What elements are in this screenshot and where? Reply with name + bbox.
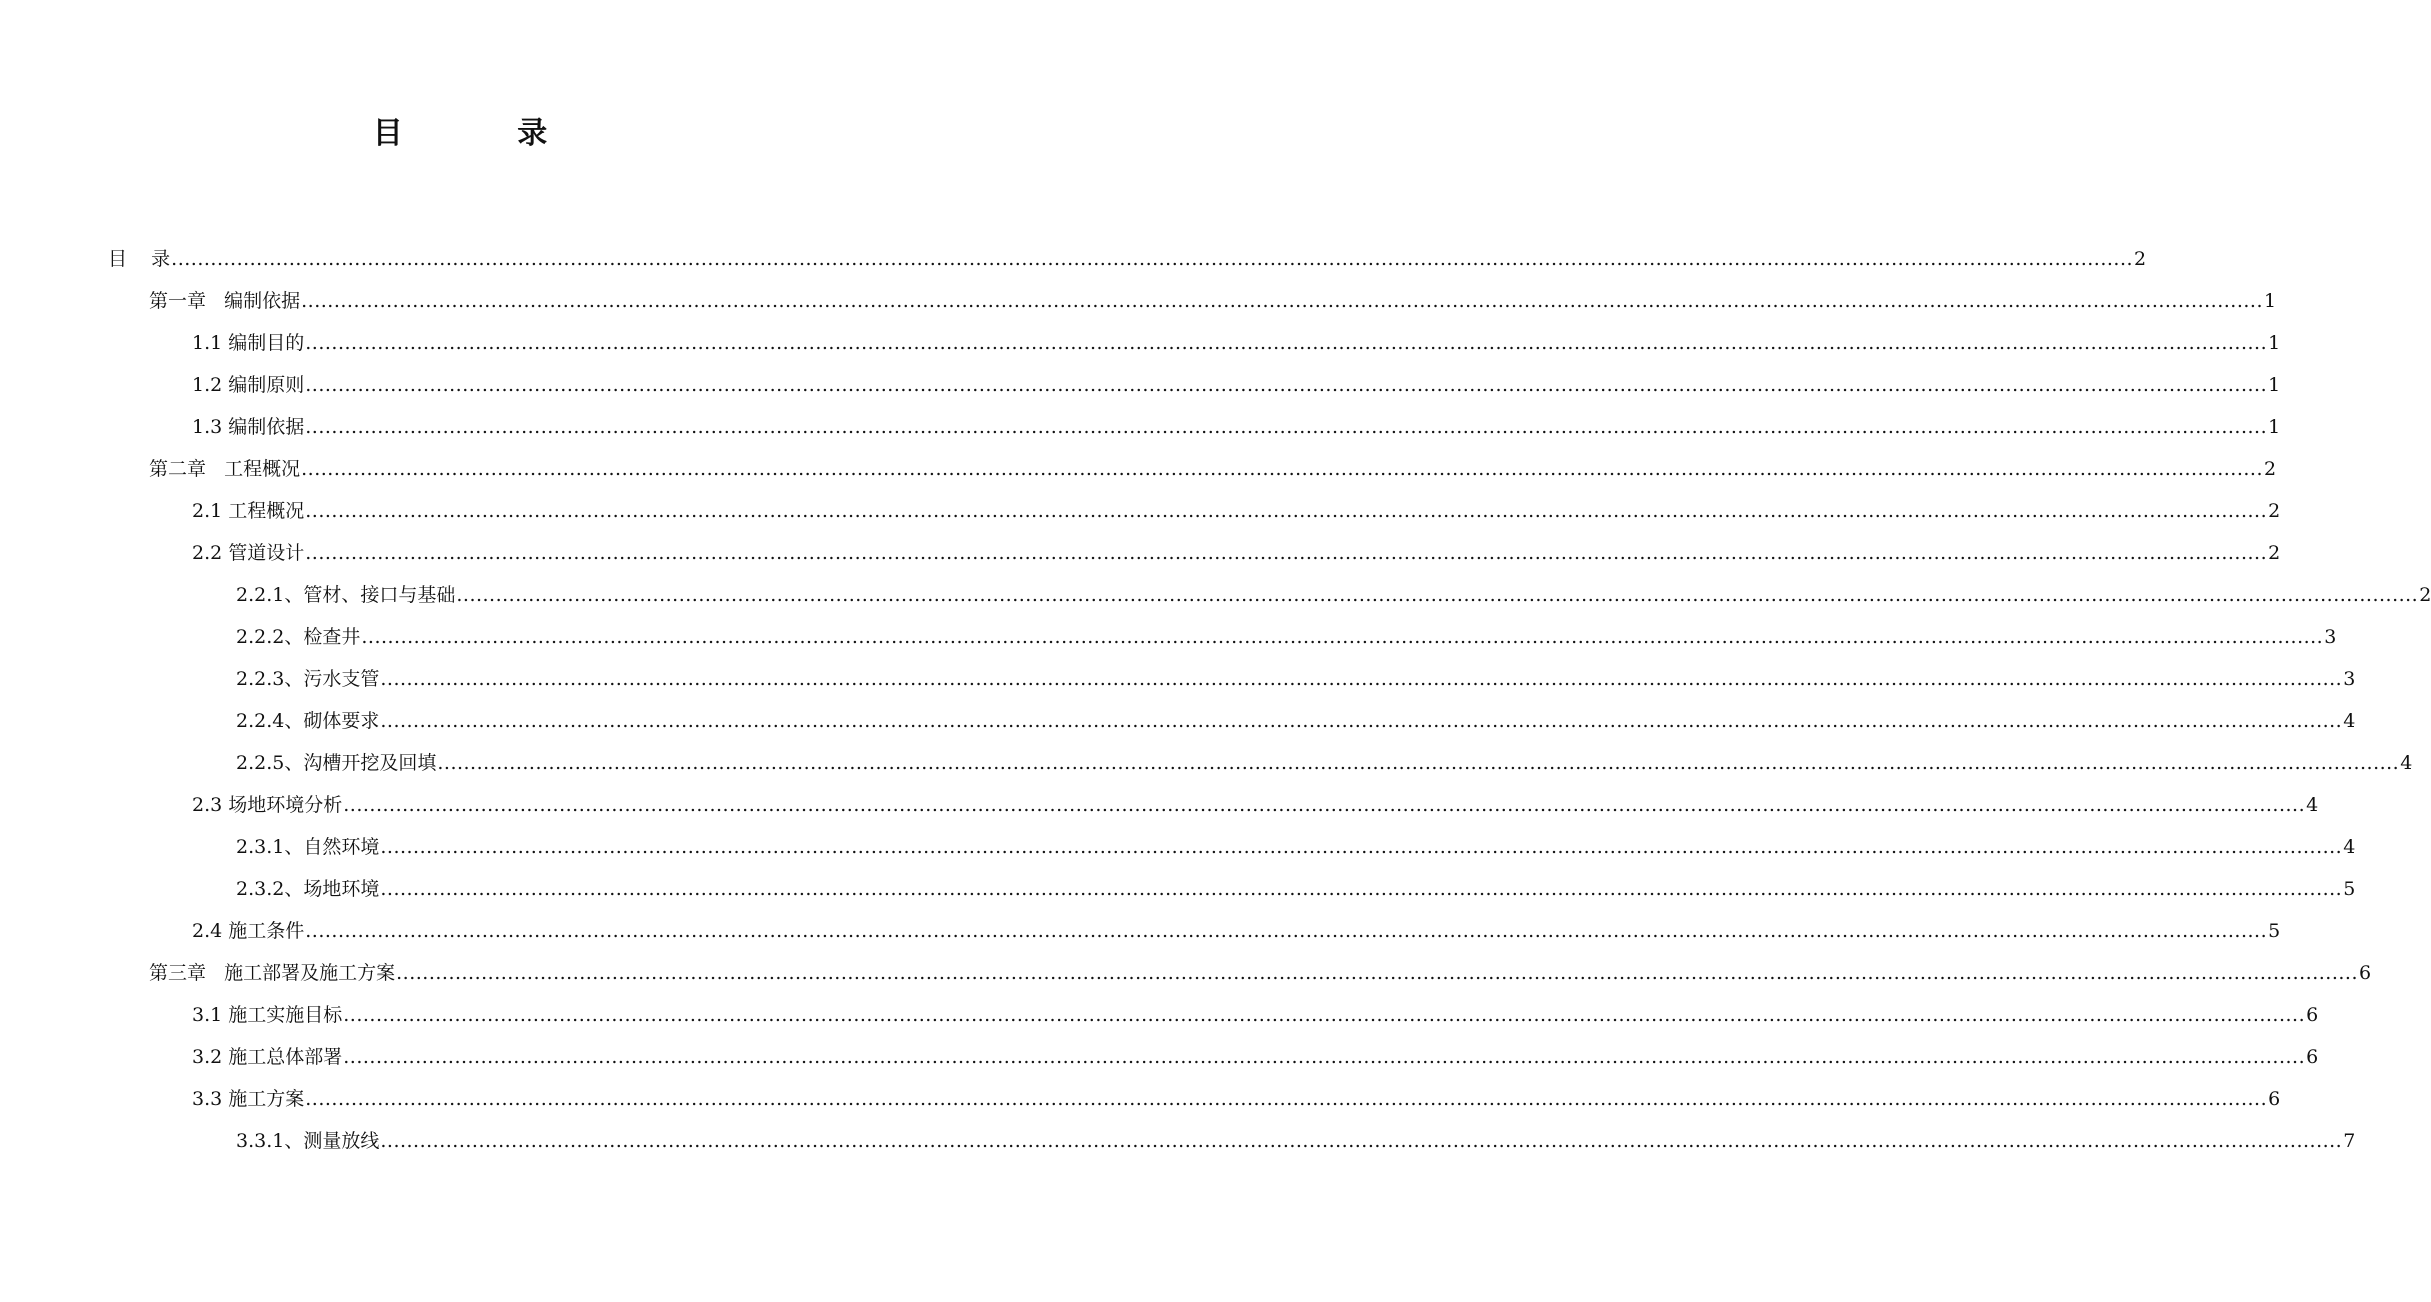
toc-entry-page-number: 5: [2343, 878, 2356, 900]
toc-entry[interactable]: [0, 322, 2281, 364]
toc-dot-leader: ............................................................................................................................................................................................................................................................................................................: [305, 920, 2268, 942]
toc-entry-page-number: 6: [2306, 1004, 2319, 1026]
toc-dot-leader: ............................................................................................................................................................................................................................................................................................................: [437, 752, 2400, 774]
toc-entry[interactable]: [0, 784, 2319, 826]
toc-entry-label: 2.2 管道设计: [192, 542, 305, 564]
toc-entry-page-number: 6: [2359, 962, 2372, 984]
toc-entry[interactable]: [0, 364, 2281, 406]
toc-entry-page-number: 1: [2268, 332, 2281, 354]
toc-entry-label: 3.3.1、测量放线: [236, 1130, 380, 1152]
toc-entry-label: 2.2.4、砌体要求: [236, 710, 380, 732]
toc-dot-leader: ............................................................................................................................................................................................................................................................................................................: [396, 962, 2358, 984]
toc-dot-leader: ............................................................................................................................................................................................................................................................................................................: [343, 794, 2306, 816]
toc-entry-label: 第二章 工程概况: [149, 458, 301, 480]
toc-dot-leader: ............................................................................................................................................................................................................................................................................................................: [305, 1088, 2268, 1110]
toc-entry[interactable]: [0, 868, 2356, 910]
toc-entry-label: 1.1 编制目的: [192, 332, 305, 354]
toc-dot-leader: ............................................................................................................................................................................................................................................................................................................: [171, 248, 2134, 270]
toc-entry-label: 2.2.1、管材、接口与基础: [236, 584, 456, 606]
toc-entry-label: 第三章 施工部署及施工方案: [149, 962, 396, 984]
toc-entry[interactable]: [0, 952, 2372, 994]
toc-entry-label: 2.2.3、污水支管: [236, 668, 380, 690]
toc-entry-label: 2.4 施工条件: [192, 920, 305, 942]
toc-entry-page-number: 1: [2268, 374, 2281, 396]
toc-dot-leader: ............................................................................................................................................................................................................................................................................................................: [301, 290, 2263, 312]
toc-entry-page-number: 4: [2343, 710, 2356, 732]
page-title: 目 录: [372, 116, 600, 151]
toc-dot-leader: ............................................................................................................................................................................................................................................................................................................: [305, 374, 2268, 396]
toc-entry[interactable]: [0, 490, 2281, 532]
toc-entry-label: 3.1 施工实施目标: [192, 1004, 343, 1026]
toc-entry[interactable]: [0, 574, 2431, 616]
toc-entry-page-number: 1: [2264, 290, 2277, 312]
toc-entry-page-number: 4: [2400, 752, 2413, 774]
toc-dot-leader: ............................................................................................................................................................................................................................................................................................................: [305, 416, 2268, 438]
toc-entry-label: 2.3 场地环境分析: [192, 794, 343, 816]
table-of-contents: [0, 238, 2431, 1162]
toc-dot-leader: ............................................................................................................................................................................................................................................................................................................: [343, 1046, 2306, 1068]
toc-dot-leader: ............................................................................................................................................................................................................................................................................................................: [380, 1130, 2343, 1152]
toc-entry-page-number: 1: [2268, 416, 2281, 438]
toc-entry-label: 3.3 施工方案: [192, 1088, 305, 1110]
toc-entry[interactable]: [0, 1078, 2281, 1120]
toc-entry-page-number: 2: [2134, 248, 2147, 270]
toc-entry[interactable]: [0, 826, 2356, 868]
toc-entry-label: 第一章 编制依据: [149, 290, 301, 312]
toc-entry-label: 3.2 施工总体部署: [192, 1046, 343, 1068]
toc-entry[interactable]: [0, 742, 2413, 784]
toc-entry[interactable]: [0, 658, 2356, 700]
toc-entry-page-number: 2: [2419, 584, 2431, 606]
toc-entry-page-number: 3: [2324, 626, 2337, 648]
toc-entry-page-number: 3: [2343, 668, 2356, 690]
toc-entry-label: 2.2.2、检查井: [236, 626, 361, 648]
toc-entry-page-number: 4: [2343, 836, 2356, 858]
toc-dot-leader: ............................................................................................................................................................................................................................................................................................................: [343, 1004, 2306, 1026]
toc-dot-leader: ............................................................................................................................................................................................................................................................................................................: [361, 626, 2324, 648]
toc-entry-label: 1.3 编制依据: [192, 416, 305, 438]
toc-dot-leader: ............................................................................................................................................................................................................................................................................................................: [305, 542, 2268, 564]
toc-entry-page-number: 5: [2268, 920, 2281, 942]
toc-entry[interactable]: [0, 1036, 2319, 1078]
toc-entry-label: 1.2 编制原则: [192, 374, 305, 396]
toc-entry[interactable]: [0, 616, 2337, 658]
toc-entry-page-number: 6: [2306, 1046, 2319, 1068]
toc-entry-page-number: 4: [2306, 794, 2319, 816]
toc-dot-leader: ............................................................................................................................................................................................................................................................................................................: [380, 836, 2343, 858]
toc-dot-leader: ............................................................................................................................................................................................................................................................................................................: [380, 878, 2343, 900]
toc-dot-leader: ............................................................................................................................................................................................................................................................................................................: [301, 458, 2263, 480]
toc-dot-leader: ............................................................................................................................................................................................................................................................................................................: [305, 332, 2268, 354]
toc-entry-label: 2.3.2、场地环境: [236, 878, 380, 900]
toc-entry[interactable]: [0, 910, 2281, 952]
toc-dot-leader: ............................................................................................................................................................................................................................................................................................................: [380, 710, 2343, 732]
toc-entry[interactable]: [0, 700, 2356, 742]
toc-entry-label: 2.2.5、沟槽开挖及回填: [236, 752, 437, 774]
toc-entry[interactable]: [0, 280, 2277, 322]
toc-entry-page-number: 6: [2268, 1088, 2281, 1110]
toc-entry-label: 2.1 工程概况: [192, 500, 305, 522]
toc-entry[interactable]: [0, 1120, 2356, 1162]
toc-dot-leader: ............................................................................................................................................................................................................................................................................................................: [305, 500, 2268, 522]
toc-entry-page-number: 2: [2268, 500, 2281, 522]
toc-entry-label: 2.3.1、自然环境: [236, 836, 380, 858]
toc-entry[interactable]: [0, 406, 2281, 448]
toc-dot-leader: ............................................................................................................................................................................................................................................................................................................: [456, 584, 2419, 606]
toc-entry-label: 目 录: [108, 248, 171, 270]
toc-entry[interactable]: [0, 994, 2319, 1036]
toc-entry-page-number: 2: [2264, 458, 2277, 480]
toc-entry[interactable]: [0, 448, 2277, 490]
toc-entry-page-number: 2: [2268, 542, 2281, 564]
toc-entry-page-number: 7: [2343, 1130, 2356, 1152]
toc-entry[interactable]: [0, 238, 2147, 280]
toc-dot-leader: ............................................................................................................................................................................................................................................................................................................: [380, 668, 2343, 690]
toc-entry[interactable]: [0, 532, 2281, 574]
